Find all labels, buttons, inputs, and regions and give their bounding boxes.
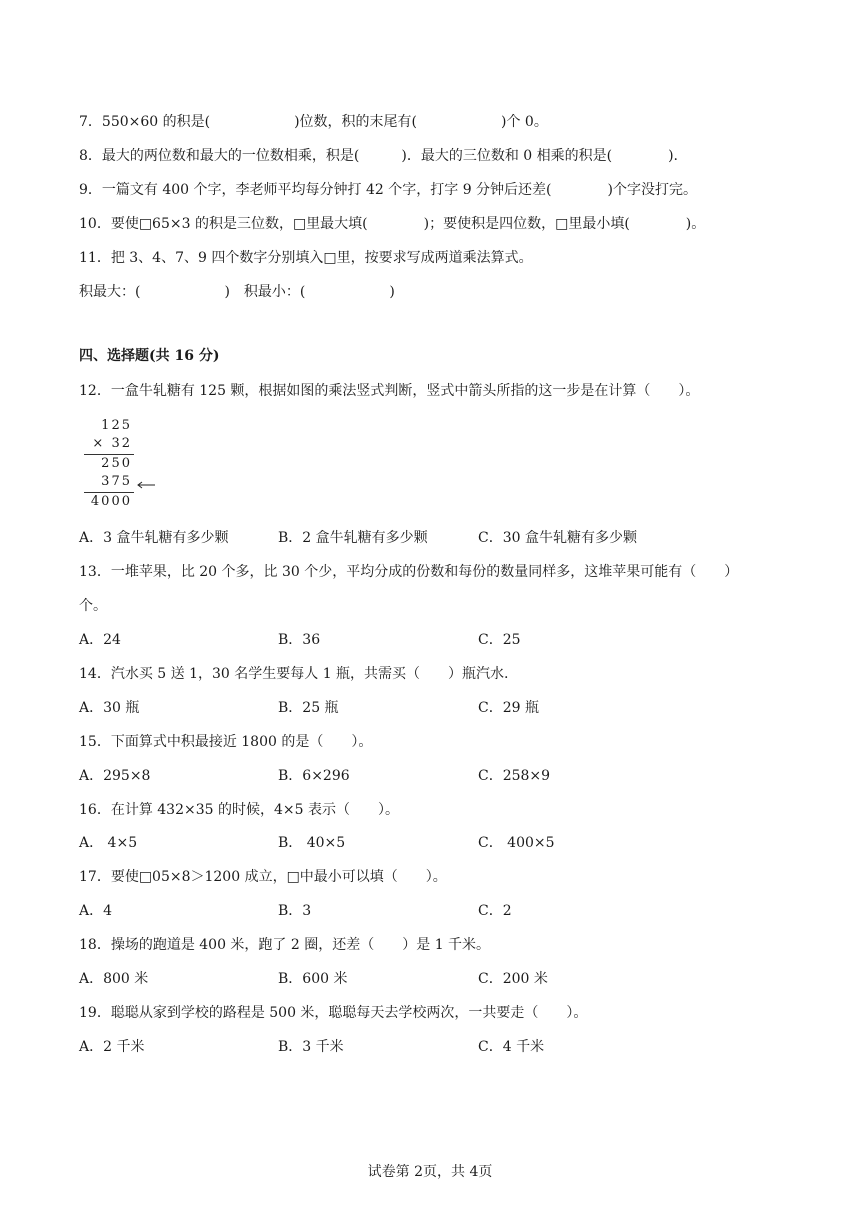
calc-multiplier: × 32 xyxy=(92,436,132,451)
q16-option-a[interactable]: A． 4×5 xyxy=(79,835,138,851)
calc-rule xyxy=(84,492,134,493)
question-15: 15．下面算式中积最接近 1800 的是（ ）。 xyxy=(79,734,373,750)
question-8: 8．最大的两位数和最大的一位数相乘，积是( )．最大的三位数和 0 相乘的积是( ). xyxy=(79,148,679,164)
q15-option-c[interactable]: C．258×9 xyxy=(478,768,551,784)
question-11: 11．把 3、4、7、9 四个数字分别填入□里，按要求写成两道乘法算式。 xyxy=(79,250,533,266)
section-title: 四、选择题(共 16 分) xyxy=(79,348,220,364)
question-13-cont: 个。 xyxy=(79,598,107,614)
question-10: 10．要使□65×3 的积是三位数，□里最大填( )；要使积是四位数，□里最小填( )。 xyxy=(79,216,706,232)
q12-option-a[interactable]: A．3 盒牛轧糖有多少颗 xyxy=(79,530,229,546)
q13-option-c[interactable]: C．25 xyxy=(478,632,521,648)
calc-rule xyxy=(84,454,134,455)
vertical-multiplication xyxy=(84,418,146,514)
q18-option-c[interactable]: C．200 米 xyxy=(478,971,548,987)
q17-option-a[interactable]: A．4 xyxy=(79,903,113,919)
calc-multiplicand: 125 xyxy=(101,418,132,433)
q19-option-b[interactable]: B．3 千米 xyxy=(278,1039,344,1055)
question-17: 17．要使□05×8＞1200 成立，□中最小可以填（ ）。 xyxy=(79,869,447,885)
calc-partial-1: 250 xyxy=(101,456,132,471)
q19-option-a[interactable]: A．2 千米 xyxy=(79,1039,145,1055)
question-18: 18．操场的跑道是 400 米，跑了 2 圈，还差（ ）是 1 千米。 xyxy=(79,937,491,953)
question-12: 12．一盒牛轧糖有 125 颗，根据如图的乘法竖式判断，竖式中箭头所指的这一步是在计算（ ）。 xyxy=(79,383,700,399)
question-13: 13．一堆苹果，比 20 个多，比 30 个少，平均分成的份数和每份的数量同样多，这堆苹果可能有（ ） xyxy=(79,564,739,580)
calc-product: 4000 xyxy=(90,494,132,509)
q17-option-c[interactable]: C．2 xyxy=(478,903,512,919)
q14-option-b[interactable]: B．25 瓶 xyxy=(278,700,339,716)
question-11-answers: 积最大：( ) 积最小：( ) xyxy=(79,284,395,300)
q15-option-b[interactable]: B．6×296 xyxy=(278,768,350,784)
q14-option-c[interactable]: C．29 瓶 xyxy=(478,700,539,716)
q15-option-a[interactable]: A．295×8 xyxy=(79,768,151,784)
q12-option-c[interactable]: C．30 盒牛轧糖有多少颗 xyxy=(478,530,637,546)
q16-option-b[interactable]: B． 40×5 xyxy=(278,835,346,851)
q12-option-b[interactable]: B．2 盒牛轧糖有多少颗 xyxy=(278,530,428,546)
page-footer: 试卷第 2页，共 4页 xyxy=(367,1164,493,1180)
question-9: 9．一篇文有 400 个字，李老师平均每分钟打 42 个字，打字 9 分钟后还差( )个字没打完。 xyxy=(79,182,697,198)
question-16: 16．在计算 432×35 的时候，4×5 表示（ ）。 xyxy=(79,802,399,818)
q13-option-b[interactable]: B．36 xyxy=(278,632,321,648)
q17-option-b[interactable]: B．3 xyxy=(278,903,312,919)
q18-option-b[interactable]: B．600 米 xyxy=(278,971,348,987)
q13-option-a[interactable]: A．24 xyxy=(79,632,121,648)
q18-option-a[interactable]: A．800 米 xyxy=(79,971,149,987)
question-14: 14．汽水买 5 送 1，30 名学生要每人 1 瓶，共需买（ ）瓶汽水. xyxy=(79,666,509,682)
q14-option-a[interactable]: A．30 瓶 xyxy=(79,700,140,716)
arrow-left-icon xyxy=(136,480,156,490)
q19-option-c[interactable]: C．4 千米 xyxy=(478,1039,545,1055)
question-19: 19．聪聪从家到学校的路程是 500 米，聪聪每天去学校两次，一共要走（ ）。 xyxy=(79,1005,588,1021)
q16-option-c[interactable]: C． 400×5 xyxy=(478,835,555,851)
calc-partial-2: 375 xyxy=(101,474,132,489)
question-7: 7．550×60 的积是( )位数，积的末尾有( )个 0。 xyxy=(79,114,548,130)
